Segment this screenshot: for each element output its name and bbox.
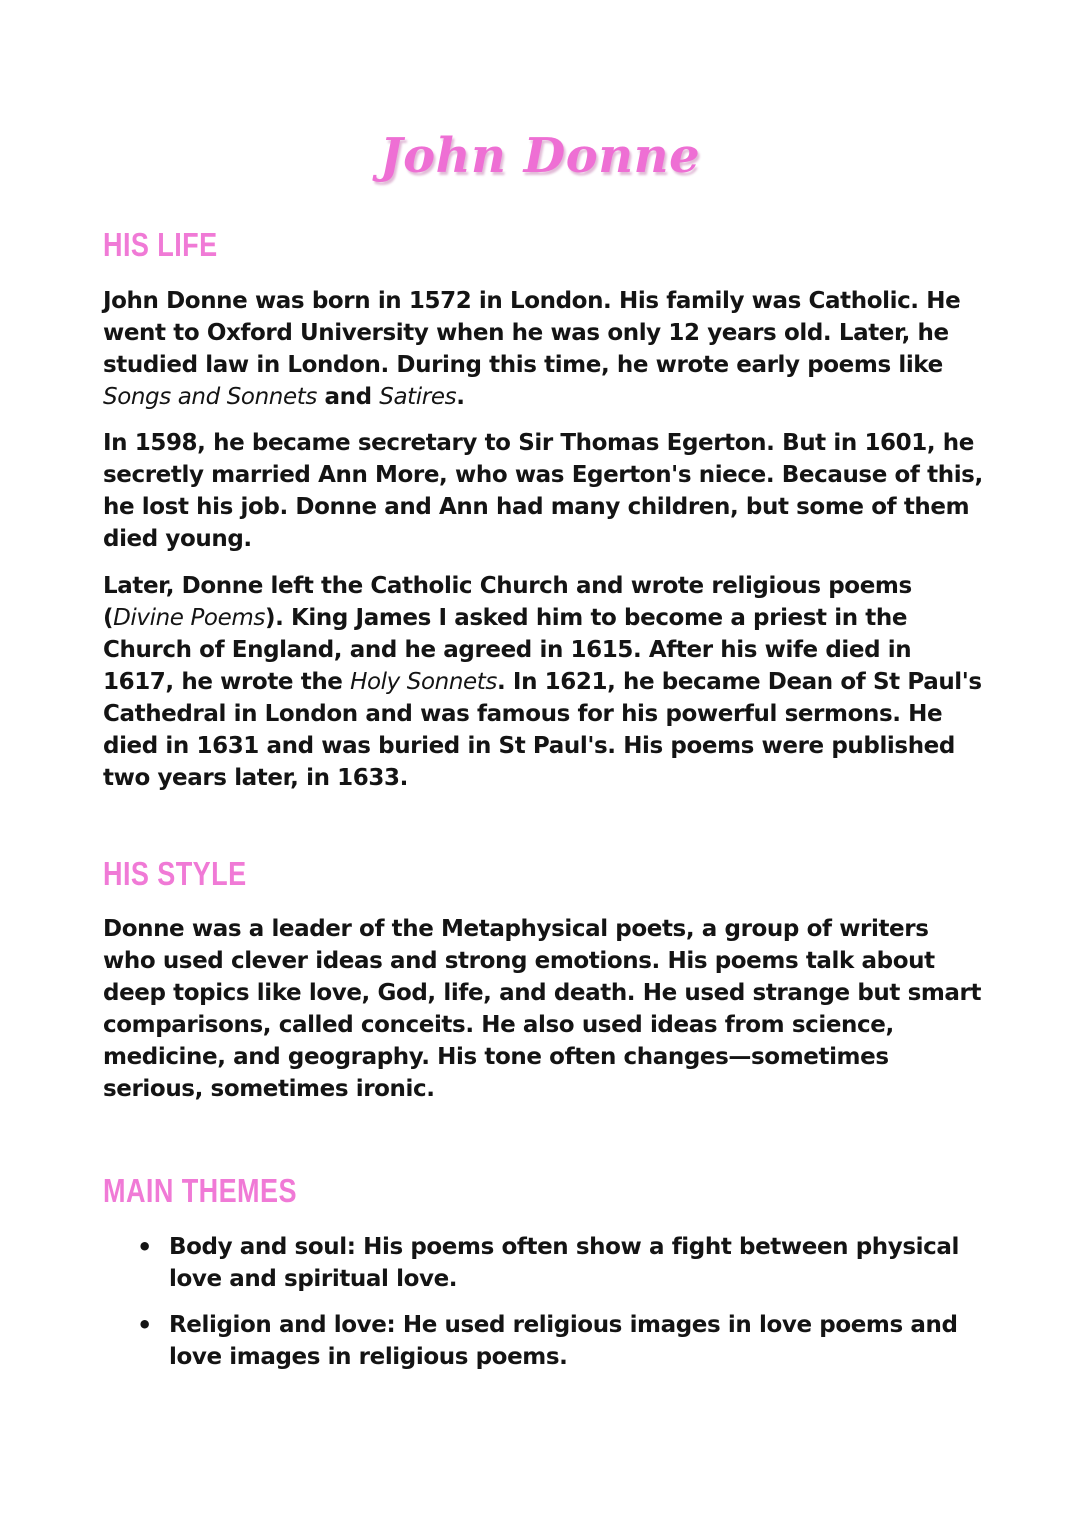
themes-list	[103, 1231, 983, 1387]
life-p1-italic-songs: Songs and Sonnets	[103, 384, 317, 410]
list-item	[103, 1231, 983, 1295]
life-p3-start: Later, Donne left the Catholic Church and wrote religious poems (	[103, 573, 912, 631]
style-paragraph: Donne was a leader of the Metaphysical poets, a group of writers who used clever ideas and strong emotions. His poems talk about deep topics like love, God, life, and death. He used strange but smart comparisons, called conceits. He also used ideas from science, medicine, and geography. His tone often changes—sometimes serious, sometimes ironic.	[103, 916, 982, 1102]
theme-text: Religion and love: He used religious images in love poems and love images in religious poems.	[169, 1312, 958, 1370]
life-p3-mid: ). King James I asked him to become a priest in the Church of England, and he agreed in 1615. After his wife died in 1617, he wrote the	[103, 605, 912, 695]
life-paragraph-2: In 1598, he became secretary to Sir Thomas Egerton. But in 1601, he secretly married Ann More, who was Egerton's niece. Because of this, he lost his job. Donne and Ann had many children, but some of them died young.	[103, 430, 983, 552]
bullet-icon: •	[137, 1311, 152, 1339]
life-p1-text: John Donne was born in 1572 in London. His family was Catholic. He went to Oxford University when he was only 12 years old. Later, he studied law in London. During this time, he wrote early poems like	[103, 288, 961, 378]
life-p3-italic-holy: Holy Sonnets	[350, 669, 497, 695]
life-p3-end: . In 1621, he became Dean of St Paul's Cathedral in London and was famous for his powerful sermons. He died in 1631 and was buried in St Paul's. His poems were published two years later, in 1633.	[103, 669, 982, 791]
bullet-icon: •	[137, 1233, 152, 1261]
life-paragraph-1	[103, 285, 983, 413]
life-p1-mid: and	[316, 384, 380, 410]
heading-his-style: HIS STYLE	[103, 855, 247, 892]
life-p1-end: .	[456, 384, 465, 410]
life-paragraph-3	[103, 570, 983, 794]
life-p3-italic-divine: Divine Poems	[113, 605, 265, 631]
heading-main-themes: MAIN THEMES	[103, 1172, 297, 1209]
page-title: John Donne	[379, 128, 701, 184]
theme-text: Body and soul: His poems often show a fight between physical love and spiritual love.	[169, 1234, 959, 1292]
heading-his-life: HIS LIFE	[103, 226, 218, 263]
life-p1-italic-satires: Satires	[379, 384, 457, 410]
list-item	[103, 1309, 983, 1373]
